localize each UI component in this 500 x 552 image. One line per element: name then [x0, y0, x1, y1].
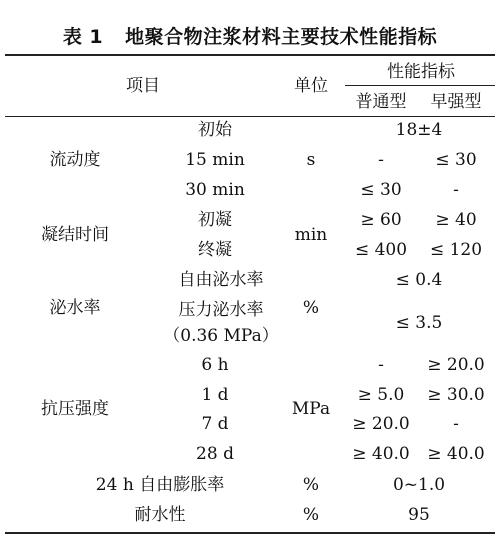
strength-28d-normal: ≥ 40.0 — [352, 444, 410, 464]
flow-initial-value: 18±4 — [395, 120, 443, 140]
flow-sub-initial: 初始 — [198, 120, 232, 140]
strength-7d-early: - — [453, 414, 459, 434]
strength-sub-28d: 28 d — [196, 444, 234, 464]
strength-7d-normal: ≥ 20.0 — [352, 414, 410, 434]
bleeding-sub-pressure-value: （0.36 MPa） — [163, 326, 279, 346]
bottom-rule — [5, 532, 495, 534]
bleeding-free-value: ≤ 0.4 — [395, 270, 443, 290]
flow-15-normal: - — [378, 150, 384, 170]
top-rule — [5, 54, 495, 56]
setting-sub-final: 终凝 — [198, 240, 232, 260]
expansion-value: 0~1.0 — [392, 475, 446, 495]
strength-28d-early: ≥ 40.0 — [427, 444, 485, 464]
strength-1d-normal: ≥ 5.0 — [357, 385, 405, 405]
setting-label: 凝结时间 — [41, 225, 109, 245]
setting-initial-early: ≥ 40 — [435, 210, 477, 230]
header-rule — [5, 116, 495, 117]
strength-label: 抗压强度 — [41, 399, 109, 419]
bleeding-sub-pressure: 压力泌水率 — [178, 300, 264, 320]
strength-6h-early: ≥ 20.0 — [427, 355, 485, 375]
bleeding-sub-free: 自由泌水率 — [178, 270, 264, 290]
water-value: 95 — [408, 505, 430, 525]
bleeding-pressure-value: ≤ 3.5 — [395, 313, 443, 333]
flow-15-early: ≤ 30 — [435, 150, 477, 170]
bleeding-label: 泌水率 — [49, 298, 101, 318]
water-unit: % — [302, 505, 320, 525]
setting-final-early: ≤ 120 — [429, 240, 483, 260]
flow-label: 流动度 — [49, 150, 101, 170]
table-number: 表 1 — [62, 26, 104, 48]
strength-sub-1d: 1 d — [201, 385, 229, 405]
flow-30-normal: ≤ 30 — [360, 180, 402, 200]
bleeding-unit: % — [302, 298, 320, 318]
flow-unit: s — [306, 150, 316, 170]
header-early: 早强型 — [430, 92, 482, 112]
strength-sub-6h: 6 h — [201, 355, 229, 375]
expansion-unit: % — [302, 475, 320, 495]
table-title: 地聚合物注浆材料主要技术性能指标 — [125, 26, 438, 48]
header-unit: 单位 — [294, 76, 328, 96]
header-normal: 普通型 — [355, 92, 407, 112]
strength-unit: MPa — [291, 399, 331, 419]
header-item: 项目 — [126, 76, 160, 96]
strength-6h-normal: - — [378, 355, 384, 375]
strength-sub-7d: 7 d — [201, 414, 229, 434]
flow-sub-15: 15 min — [185, 150, 245, 170]
setting-initial-normal: ≥ 60 — [360, 210, 402, 230]
table-caption — [0, 22, 500, 49]
expansion-label: 24 h 自由膨胀率 — [95, 475, 225, 495]
flow-30-early: - — [453, 180, 459, 200]
strength-1d-early: ≥ 30.0 — [427, 385, 485, 405]
subheader-rule — [345, 85, 495, 86]
setting-unit: min — [294, 225, 328, 245]
setting-final-normal: ≤ 400 — [354, 240, 408, 260]
flow-sub-30: 30 min — [185, 180, 245, 200]
header-performance: 性能指标 — [387, 62, 455, 82]
setting-sub-initial: 初凝 — [198, 210, 232, 230]
water-label: 耐水性 — [134, 505, 186, 525]
